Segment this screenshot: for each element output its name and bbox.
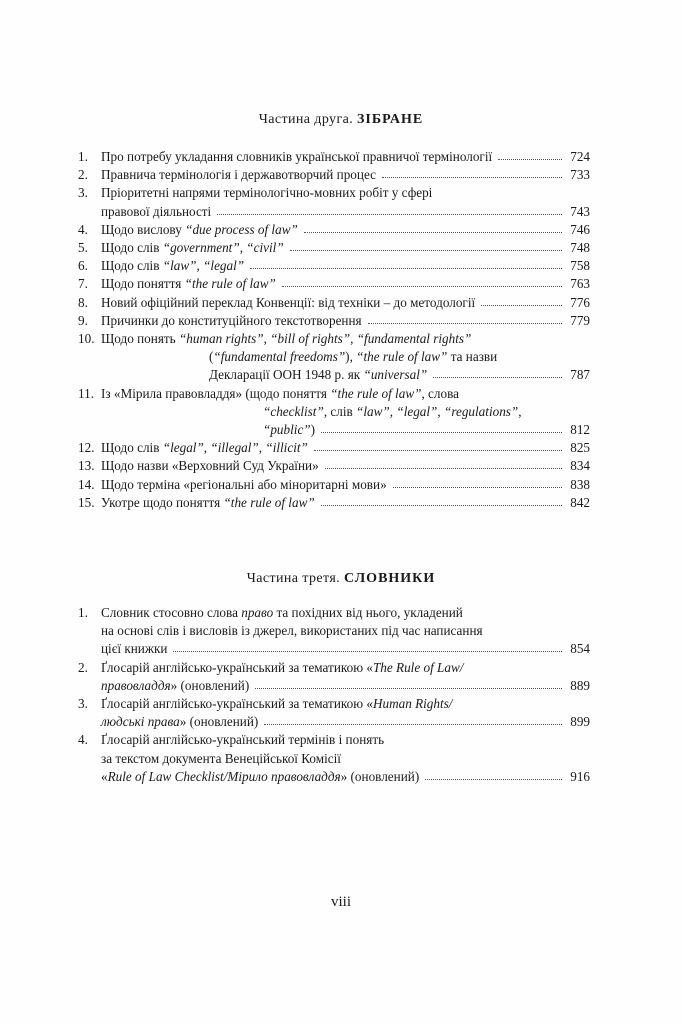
dot-leader xyxy=(481,305,562,306)
toc-entry-number: 3. xyxy=(78,185,88,201)
dot-leader xyxy=(255,688,562,689)
toc-entry-number: 12. xyxy=(78,440,95,456)
toc-entry-page: 779 xyxy=(570,312,590,328)
toc-entry-number: 4. xyxy=(78,732,88,748)
toc-entry-title: Щодо вислову “due process of law” xyxy=(101,221,298,237)
toc-entry-line xyxy=(78,221,590,239)
toc-entry-line xyxy=(78,622,590,640)
toc-entry-title: «Rule of Law Checklist/Мірило правовладдя» (оновлений) xyxy=(101,768,420,784)
part2-heading xyxy=(0,112,682,128)
toc-entry-title: на основі слів і висловів із джерел, використаних під час написання xyxy=(101,623,483,639)
dot-leader xyxy=(250,268,562,269)
toc-entry-line xyxy=(78,604,590,622)
toc-entry-line xyxy=(78,439,590,457)
toc-entry-number: 9. xyxy=(78,312,88,328)
toc-entry-page: 899 xyxy=(570,714,590,730)
part2-heading-prefix: Частина друга. xyxy=(258,112,354,127)
toc-entry-line xyxy=(78,659,590,677)
toc-entry-page: 763 xyxy=(570,276,590,292)
dot-leader xyxy=(321,505,562,506)
toc-entry-line xyxy=(78,713,590,731)
toc-entry-number: 5. xyxy=(78,240,88,255)
toc-entry-title: Щодо терміна «регіональні або міноритарні мови» xyxy=(101,476,387,492)
dot-leader xyxy=(290,250,562,251)
toc-entry-page: 812 xyxy=(570,422,590,437)
dot-leader xyxy=(264,724,562,725)
toc-entry-number: 7. xyxy=(78,276,88,292)
dot-leader xyxy=(393,487,562,488)
toc-entry-title: людські права» (оновлений) xyxy=(101,714,259,730)
toc-entry-page: 748 xyxy=(570,240,590,255)
toc-entry-page: 825 xyxy=(570,440,590,456)
toc-entry-title: Причинки до конституційного текстотворення xyxy=(101,312,362,328)
toc-entry-title: Декларації ООН 1948 р. як “universal” xyxy=(209,367,428,383)
dot-leader xyxy=(282,286,562,287)
toc-entry-line xyxy=(78,294,590,312)
dot-leader xyxy=(425,779,562,780)
toc-entry-line xyxy=(78,257,590,275)
toc-entry-title: “public”) xyxy=(263,422,316,437)
toc-entry-page: 758 xyxy=(570,258,590,274)
toc-entry-line xyxy=(78,366,590,384)
toc-entry-title: “checklist”, слів “law”, “legal”, “regulations”, xyxy=(263,403,522,419)
toc-entry-title: цієї книжки xyxy=(101,641,168,657)
toc-entry-title: Щодо поняття “the rule of law” xyxy=(101,276,276,292)
dot-leader xyxy=(304,232,562,233)
toc-entry-title: правової діяльності xyxy=(101,203,212,219)
toc-entry-number: 1. xyxy=(78,605,88,620)
page-number: viii xyxy=(330,894,351,910)
toc-entry-line xyxy=(78,148,590,166)
toc-entry-title: Ґлосарій англійсько-український за тематикою «Human Rights/ xyxy=(101,696,453,711)
toc-entry-title: Пріоритетні напрями термінологічно-мовних робіт у сфері xyxy=(101,185,433,201)
toc-entry-title: за текстом документа Венеційської Комісії xyxy=(101,750,341,766)
dot-leader xyxy=(433,377,562,378)
toc-entry-page: 724 xyxy=(570,149,590,164)
toc-entry-line xyxy=(78,494,590,512)
toc-entry-line xyxy=(78,312,590,330)
toc-entry-page: 834 xyxy=(570,458,590,474)
toc-entry-number: 6. xyxy=(78,258,88,274)
toc-entry-title: (“fundamental freedoms”), “the rule of law” та назви xyxy=(209,349,498,365)
dot-leader xyxy=(321,432,562,433)
toc-entry-line xyxy=(78,403,590,421)
toc-entry-number: 2. xyxy=(78,659,88,675)
toc-entry-line xyxy=(78,166,590,184)
toc-entry-page: 889 xyxy=(570,677,590,693)
dot-leader xyxy=(498,159,562,160)
toc-entry-line xyxy=(78,768,590,786)
toc-entry-line xyxy=(78,640,590,658)
toc-entry-line xyxy=(78,184,590,202)
toc-entry-number: 14. xyxy=(78,476,95,492)
toc-entry-line xyxy=(78,476,590,494)
part3-heading-bold: СЛОВНИКИ xyxy=(343,571,436,586)
dot-leader xyxy=(314,450,562,451)
toc-entry-title: Укотре щодо поняття “the rule of law” xyxy=(101,494,315,510)
toc-entry-number: 3. xyxy=(78,696,88,711)
toc-entry-number: 15. xyxy=(78,494,95,510)
toc-entry-line xyxy=(78,203,590,221)
toc-entry-title: Правнича термінологія і державотворчий процес xyxy=(101,167,376,183)
toc-entry-page: 838 xyxy=(570,476,590,492)
dot-leader xyxy=(382,177,562,178)
toc-entry-line xyxy=(78,750,590,768)
toc-entry-title: Щодо понять “human rights”, “bill of rights”, “fundamental rights” xyxy=(101,331,472,346)
toc-entry-number: 10. xyxy=(78,331,95,346)
toc-entry-page: 746 xyxy=(570,221,590,237)
toc-entry-title: Щодо слів “law”, “legal” xyxy=(101,258,245,274)
toc-entry-number: 4. xyxy=(78,221,88,237)
toc-entry-title: Щодо слів “government”, “civil” xyxy=(101,240,284,255)
toc-entry-line xyxy=(78,348,590,366)
toc-entry-title: Про потребу укладання словників української правничої термінології xyxy=(101,149,493,164)
toc-entry-title: Щодо назви «Верховний Суд України» xyxy=(101,458,319,474)
part3-heading-prefix: Частина третя. xyxy=(246,571,341,586)
toc-entry-title: правовладдя» (оновлений) xyxy=(101,677,250,693)
toc-entry-page: 787 xyxy=(570,367,590,383)
part3-heading xyxy=(0,571,682,587)
toc-entry-page: 733 xyxy=(570,167,590,183)
toc-entry-number: 13. xyxy=(78,458,95,474)
toc-entry-line xyxy=(78,239,590,257)
toc-entry-page: 854 xyxy=(570,641,590,657)
toc-entry-line xyxy=(78,731,590,749)
toc-entry-line xyxy=(78,330,590,348)
toc-entry-title: Словник стосовно слова право та похідних від нього, укладений xyxy=(101,605,463,620)
toc-entry-number: 11. xyxy=(78,385,94,401)
dot-leader xyxy=(368,323,562,324)
toc-entry-line xyxy=(78,457,590,475)
toc-entry-title: Ґлосарій англійсько-український за тематикою «The Rule of Law/ xyxy=(101,659,464,675)
toc-entry-title: Ґлосарій англійсько-український термінів і понять xyxy=(101,732,385,748)
part2-heading-bold: ЗІБРАНЕ xyxy=(357,112,424,127)
toc-entry-page: 842 xyxy=(570,494,590,510)
toc-entry-title: Новий офіційний переклад Конвенції: від техніки – до методології xyxy=(101,294,476,310)
toc-entry-page: 776 xyxy=(570,294,590,310)
dot-leader xyxy=(217,214,562,215)
toc-entry-page: 743 xyxy=(570,203,590,219)
toc-entry-line xyxy=(78,421,590,439)
toc-entry-line xyxy=(78,677,590,695)
toc-entry-number: 2. xyxy=(78,167,88,183)
toc-entry-number: 8. xyxy=(78,294,88,310)
dot-leader xyxy=(173,651,562,652)
toc-entry-title: Щодо слів “legal”, “illegal”, “illicit” xyxy=(101,440,308,456)
dot-leader xyxy=(325,468,562,469)
toc-entry-title: Із «Мірила правовладдя» (щодо поняття “the rule of law”, слова xyxy=(101,385,459,401)
toc-entry-page: 916 xyxy=(570,768,590,784)
toc-entry-line xyxy=(78,275,590,293)
toc-entry-line xyxy=(78,695,590,713)
toc-entry-number: 1. xyxy=(78,149,88,164)
toc-entry-line xyxy=(78,385,590,403)
